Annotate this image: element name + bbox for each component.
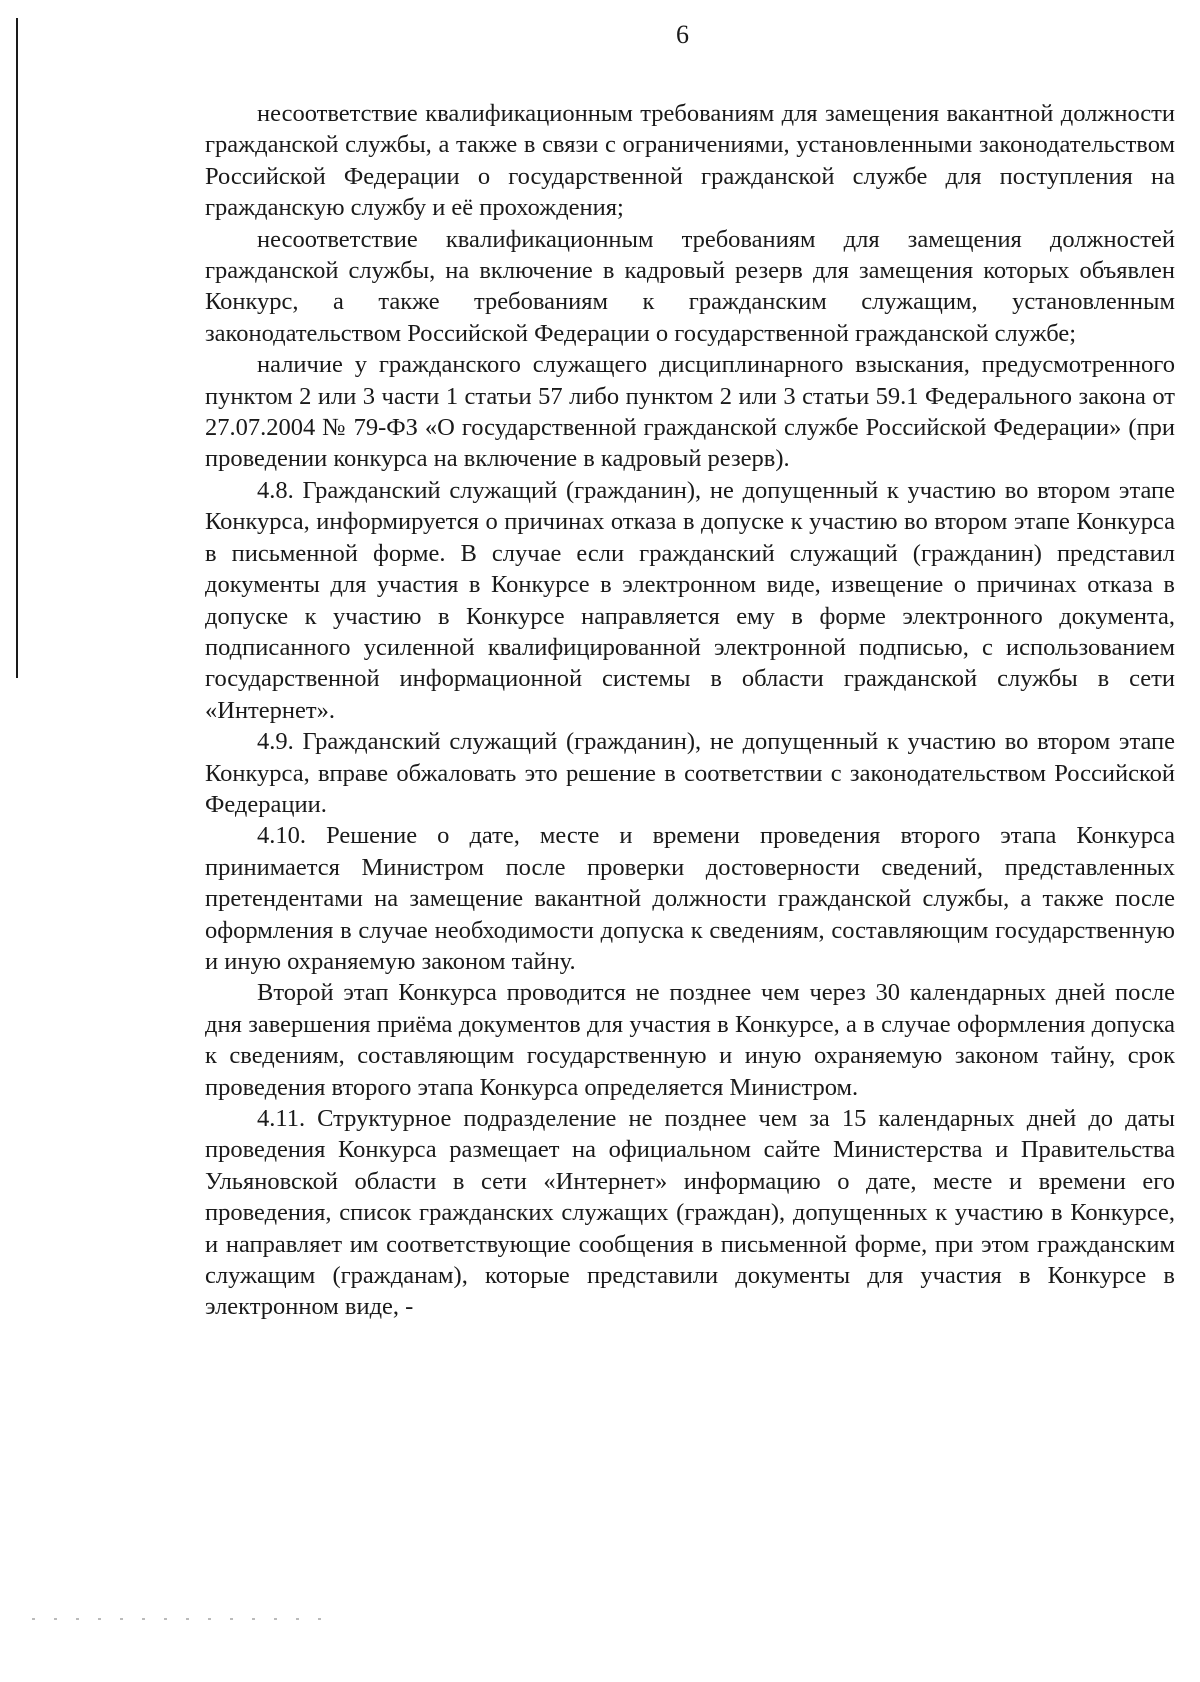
- paragraph-4-11: 4.11. Структурное подразделение не позднее чем за 15 календарных дней до даты проведения Конкурса размещает на официальном сайте Министерства и Правительства Ульяновской области в сети «Интернет» информацию о дате, месте и времени его проведения, список гражданских служащих (граждан), допущенных к участию в Конкурсе, и направляет им соответствующие сообщения в письменной форме, при этом гражданским служащим (гражданам), которые представили документы для участия в Конкурсе в электронном виде, -: [205, 1105, 1175, 1321]
- paragraph-disqualification-requirements: несоответствие квалификационным требованиям для замещения вакантной должности гражданской службы, а также в связи с ограничениями, установленными законодательством Российской Федерации о государственной гражданской службе для поступления на гражданскую службу и её прохождения;: [205, 100, 1175, 222]
- paragraph-disciplinary-penalty: наличие у гражданского служащего дисциплинарного взыскания, предусмотренного пунктом 2 или 3 части 1 статьи 57 либо пунктом 2 или 3 статьи 59.1 Федерального закона от 27.07.2004 № 79-ФЗ «О государственной гражданской службе Российской Федерации» (при проведении конкурса на включение в кадровый резерв).: [205, 351, 1175, 473]
- paragraph-second-stage-timing: Второй этап Конкурса проводится не позднее чем через 30 календарных дней после дня завершения приёма документов для участия в Конкурсе, а в случае оформления допуска к сведениям, составляющим государственную и иную охраняемую законом тайну, срок проведения второго этапа Конкурса определяется Министром.: [205, 979, 1175, 1101]
- paragraph-4-8: 4.8. Гражданский служащий (гражданин), не допущенный к участию во втором этапе Конкурса, информируется о причинах отказа в допуске к участию во втором этапе Конкурса в письменной форме. В случае если гражданский служащий (гражданин) представил документы для участия в Конкурсе в электронном виде, извещение о причинах отказа в допуске к участию в Конкурсе направляется ему в форме электронного документа, подписанного усиленной квалифицированной электронной подписью, с использованием государственной информационной системы в области гражданской службы в сети «Интернет».: [205, 476, 1175, 724]
- page-number: 6: [676, 20, 689, 49]
- scan-edge-line: [16, 18, 18, 678]
- paragraph-4-9: 4.9. Гражданский служащий (гражданин), не допущенный к участию во втором этапе Конкурса, вправе обжаловать это решение в соответствии с законодательством Российской Федерации.: [205, 728, 1175, 818]
- scan-artifact-dots: [32, 1618, 332, 1620]
- document-body: [205, 98, 1175, 1323]
- paragraph-4-10: 4.10. Решение о дате, месте и времени проведения второго этапа Конкурса принимается Министром после проверки достоверности сведений, представленных претендентами на замещение вакантной должности гражданской службы, а также после оформления в случае необходимости допуска к сведениям, составляющим государственную и иную охраняемую законом тайну.: [205, 822, 1175, 975]
- paragraph-disqualification-reserve: несоответствие квалификационным требованиям для замещения должностей гражданской службы, на включение в кадровый резерв для замещения которых объявлен Конкурс, а также требованиям к гражданским служащим, установленным законодательством Российской Федерации о государственной гражданской службе;: [205, 225, 1175, 347]
